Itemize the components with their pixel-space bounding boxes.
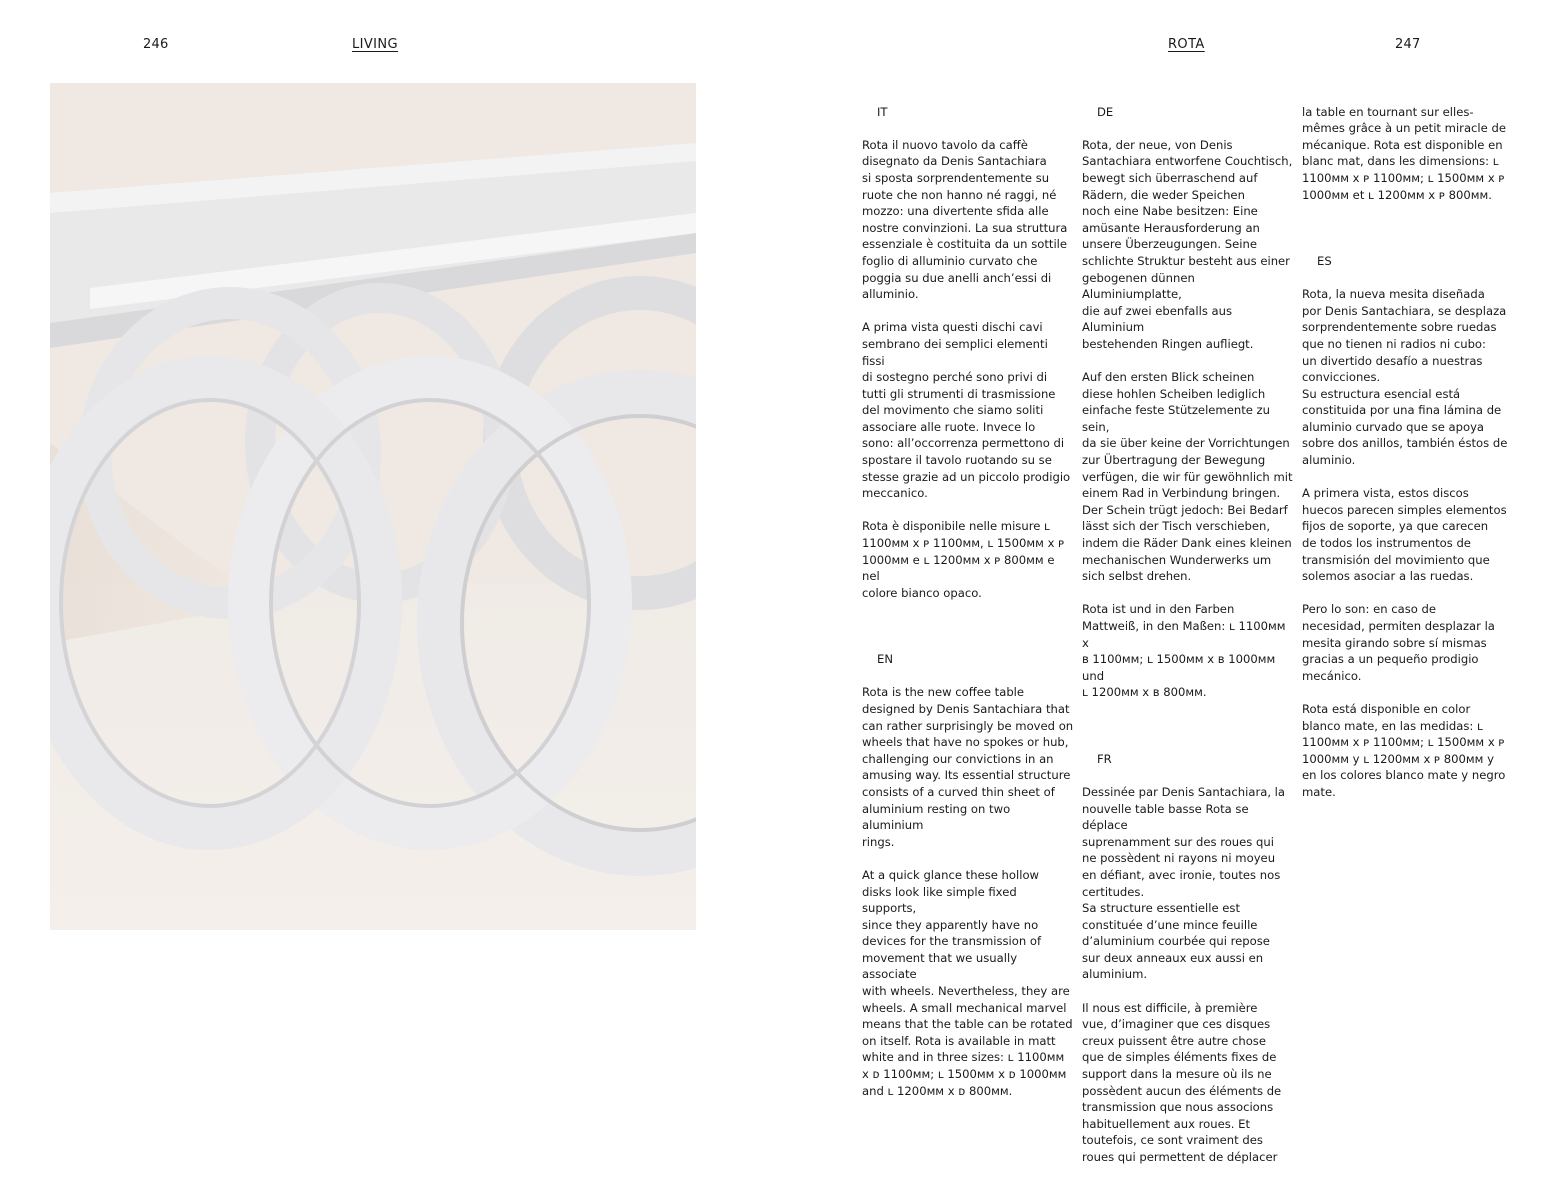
paragraph-de-3: Rota ist und in den Farben Mattweiß, in den Maßen: ʟ 1100ᴍᴍ x ʙ 1100ᴍᴍ; ʟ 1500ᴍᴍ x ʙ 1000ᴍᴍ und ʟ 1200ᴍᴍ x ʙ 800ᴍᴍ.: [1082, 602, 1286, 700]
text-column-3: [1302, 87, 1514, 817]
section-title-right: ROTA: [1168, 37, 1205, 52]
text-column-1: [862, 87, 1074, 1116]
paragraph-it-1: Rota il nuovo tavolo da caffè disegnato da Denis Santachiara si sposta sorprendentemente su ruote che non hanno né raggi, né mozzo: una divertente sfida alle nostre convinzioni. La sua struttura essenziale è costituita da un sottile foglio di alluminio curvato che poggia su due anelli anch’essi di alluminio.: [862, 137, 1068, 302]
language-label-en: EN: [877, 652, 893, 667]
paragraph-fr-2: Il nous est difficile, à première vue, d’imaginer que ces disques creux puissent être autre chose que de simples éléments fixes de support dans la mesure où ils ne possèdent aucun des éléments de transmission que nous associons habituellement aux roues. Et toutefois, ce sont vraiment des roues qui permettent de déplacer: [1082, 1000, 1282, 1164]
paragraph-es-2: A primera vista, estos discos huecos parecen simples elementos fijos de soporte, ya que carecen de todos los instrumentos de transmisión del movimiento que solemos asociar a las ruedas.: [1302, 486, 1507, 584]
paragraph-es-4: Rota está disponible en color blanco mate, en las medidas: ʟ 1100ᴍᴍ x ᴘ 1100ᴍᴍ; ʟ 1500ᴍᴍ x ᴘ 1000ᴍᴍ y ʟ 1200ᴍᴍ x ᴘ 800ᴍᴍ y en los colores blanco mate y negro mate.: [1302, 701, 1506, 799]
paragraph-en-2: At a quick glance these hollow disks look like simple fixed supports, since they apparently have no devices for the transmission of movement that we usually associate with wheels. Nevertheless, they are wheels. A small mechanical marvel means that the table can be rotated on itself. Rota is available in matt white and in three sizes: ʟ 1100ᴍᴍ x ᴅ 1100ᴍᴍ; ʟ 1500ᴍᴍ x ᴅ 1000ᴍᴍ and ʟ 1200ᴍᴍ x ᴅ 800ᴍᴍ.: [862, 867, 1073, 1098]
paragraph-en-1: Rota is the new coffee table designed by Denis Santachiara that can rather surprisingly be moved on wheels that have no spokes or hub, challenging our convictions in an amusing way. Its essential structure consists of a curved thin sheet of aluminium resting on two aluminium rings.: [862, 685, 1074, 849]
paragraph-de-1: Rota, der neue, von Denis Santachiara entworfene Couchtisch, bewegt sich überraschend auf Rädern, die weder Speichen noch eine Nabe besitzen: Eine amüsante Herausforderung an unsere Überzeugungen. Seine schlichte Struktur besteht aus einer gebogenen dünnen Aluminiumplatte, die auf zwei ebenfalls aus Aluminium bestehenden Ringen aufliegt.: [1082, 137, 1293, 351]
page-number-left: 246: [143, 37, 169, 52]
paragraph-it-2: A prima vista questi dischi cavi sembrano dei semplici elementi fissi di sostegno perché sono privi di tutti gli strumenti di trasmissione del movimento che siamo soliti associare alle ruote. Invece lo sono: all’occorrenza permettono di spostare il tavolo ruotando su se stesse grazie ad un piccolo prodigio meccanico.: [862, 320, 1071, 501]
page-number-right: 247: [1395, 37, 1421, 52]
paragraph-fr-1: Dessinée par Denis Santachiara, la nouvelle table basse Rota se déplace suprenamment sur des roues qui ne possèdent ni rayons ni moyeu en défiant, avec ironie, toutes nos certitudes. Sa structure essentielle est constituée d’une mince feuille d’aluminium courbée qui repose sur deux anneaux eux aussi en aluminium.: [1082, 784, 1286, 982]
section-title-left: LIVING: [352, 37, 399, 52]
language-label-it: IT: [877, 104, 888, 119]
product-photo: [50, 83, 696, 930]
paragraph-fr-3: la table en tournant sur elles- mêmes grâce à un petit miracle de mécanique. Rota est disponible en blanc mat, dans les dimensions: ʟ 1100ᴍᴍ x ᴘ 1100ᴍᴍ; ʟ 1500ᴍᴍ x ᴘ 1000ᴍᴍ et ʟ 1200ᴍᴍ x ᴘ 800ᴍᴍ.: [1302, 104, 1506, 202]
language-label-de: DE: [1097, 104, 1114, 119]
language-label-es: ES: [1317, 253, 1332, 268]
text-column-2: [1082, 87, 1294, 1182]
paragraph-es-1: Rota, la nueva mesita diseñada por Denis Santachiara, se desplaza sorprendentemente sobre ruedas que no tienen ni radios ni cubo: un divertido desafío a nuestras convicciones. Su estructura esencial está constituida por una fina lámina de aluminio curvado que se apoya sobre dos anillos, también éstos de aluminio.: [1302, 287, 1508, 468]
paragraph-de-2: Auf den ersten Blick scheinen diese hohlen Scheiben lediglich einfache feste Stützelemente zu sein, da sie über keine der Vorrichtungen zur Übertragung der Bewegung verfügen, die wir für gewöhnlich mit einem Rad in Verbindung bringen. Der Schein trügt jedoch: Bei Bedarf lässt sich der Tisch verschieben, indem die Räder Dank eines kleinen mechanischen Wunderwerks um sich selbst drehen.: [1082, 370, 1293, 584]
paragraph-es-3: Pero lo son: en caso de necesidad, permiten desplazar la mesita girando sobre sí mismas gracias a un pequeño prodigio mecánico.: [1302, 602, 1495, 683]
language-label-fr: FR: [1097, 751, 1112, 766]
paragraph-it-3: Rota è disponibile nelle misure ʟ 1100ᴍᴍ x ᴘ 1100ᴍᴍ, ʟ 1500ᴍᴍ x ᴘ 1000ᴍᴍ e ʟ 1200ᴍᴍ x ᴘ 800ᴍᴍ e nel colore bianco opaco.: [862, 519, 1065, 600]
